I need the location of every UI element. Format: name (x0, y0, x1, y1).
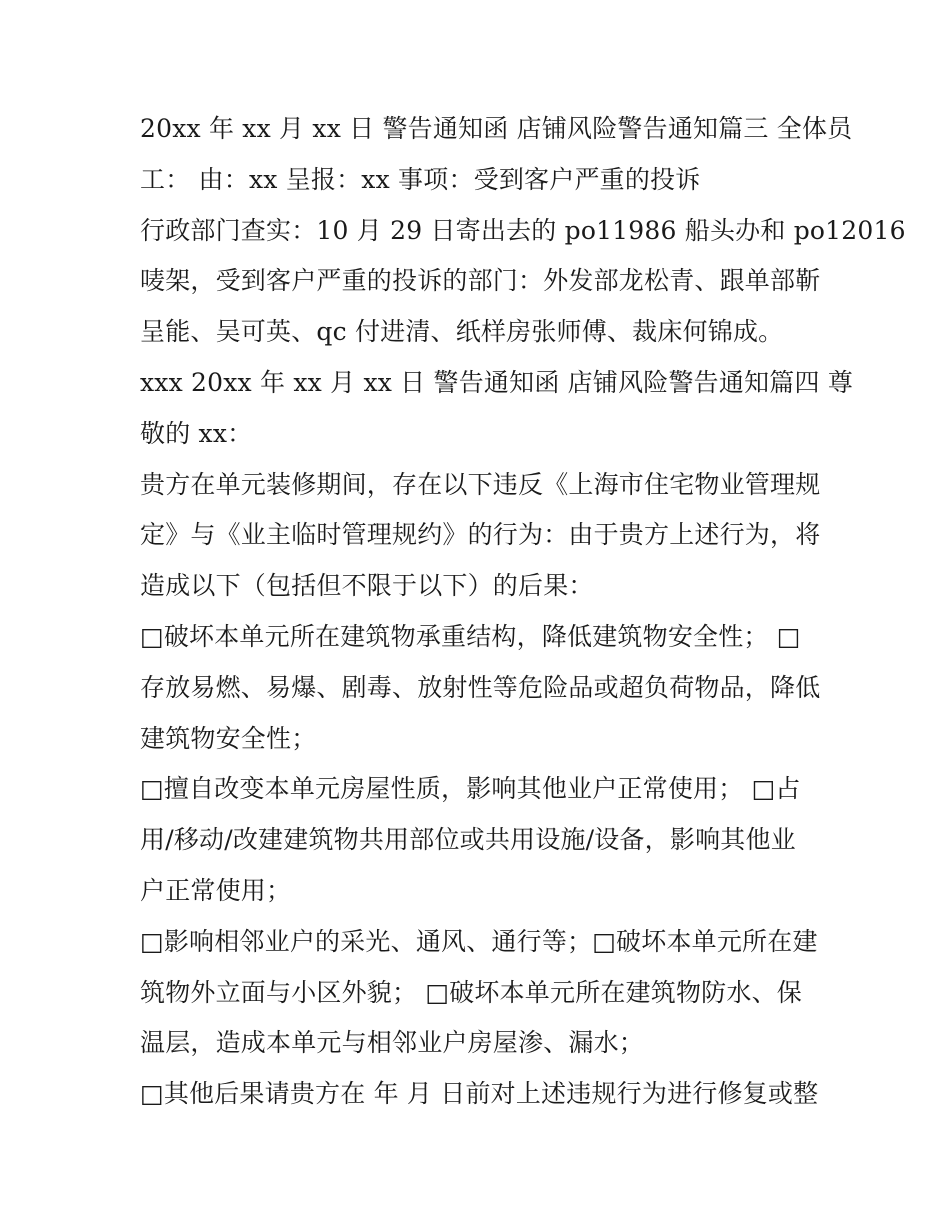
checkbox-text-line: □擅自改变本单元房屋性质，影响其他业户正常使用； □占 (140, 774, 801, 804)
text-line: 呈能、吴可英、qc 付进清、纸样房张师傅、裁床何锦成。 (140, 317, 784, 347)
text-line: 存放易燃、易爆、剧毒、放射性等危险品或超负荷物品，降低 (140, 672, 821, 702)
text-line: 用/移动/改建建筑物共用部位或共用设施/设备，影响其他业 (140, 825, 796, 855)
text-line: 建筑物安全性； (140, 723, 317, 753)
text-line: 工： 由：xx 呈报：xx 事项：受到客户严重的投诉 (140, 164, 701, 194)
text-line: xxx 20xx 年 xx 月 xx 日 警告通知函 店铺风险警告通知篇四 尊 (140, 367, 854, 397)
text-line: 行政部门查实：10 月 29 日寄出去的 po11986 船头办和 po12016 (140, 215, 906, 245)
checkbox-text-line: □其他后果请贵方在 年 月 日前对上述违规行为进行修复或整 (140, 1079, 819, 1109)
text-line: 造成以下（包括但不限于以下）的后果： (140, 571, 594, 601)
text-line: 筑物外立面与小区外貌； □破坏本单元所在建筑物防水、保 (140, 977, 802, 1007)
text-line: 温层，造成本单元与相邻业户房屋渗、漏水； (140, 1028, 645, 1058)
checkbox-text-line: □影响相邻业户的采光、通风、通行等；□破坏本单元所在建 (140, 926, 818, 956)
text-line: 敬的 xx： (140, 418, 253, 448)
text-line: 贵方在单元装修期间，存在以下违反《上海市住宅物业管理规 (140, 469, 821, 499)
text-line: 唛架，受到客户严重的投诉的部门：外发部龙松青、跟单部靳 (140, 266, 821, 296)
checkbox-text-line: □破坏本单元所在建筑物承重结构，降低建筑物安全性； □ (140, 621, 801, 651)
text-line: 定》与《业主临时管理规约》的行为：由于贵方上述行为，将 (140, 520, 821, 550)
text-line: 20xx 年 xx 月 xx 日 警告通知函 店铺风险警告通知篇三 全体员 (140, 114, 853, 143)
document-body (140, 104, 906, 1120)
text-line: 户正常使用； (140, 875, 292, 905)
